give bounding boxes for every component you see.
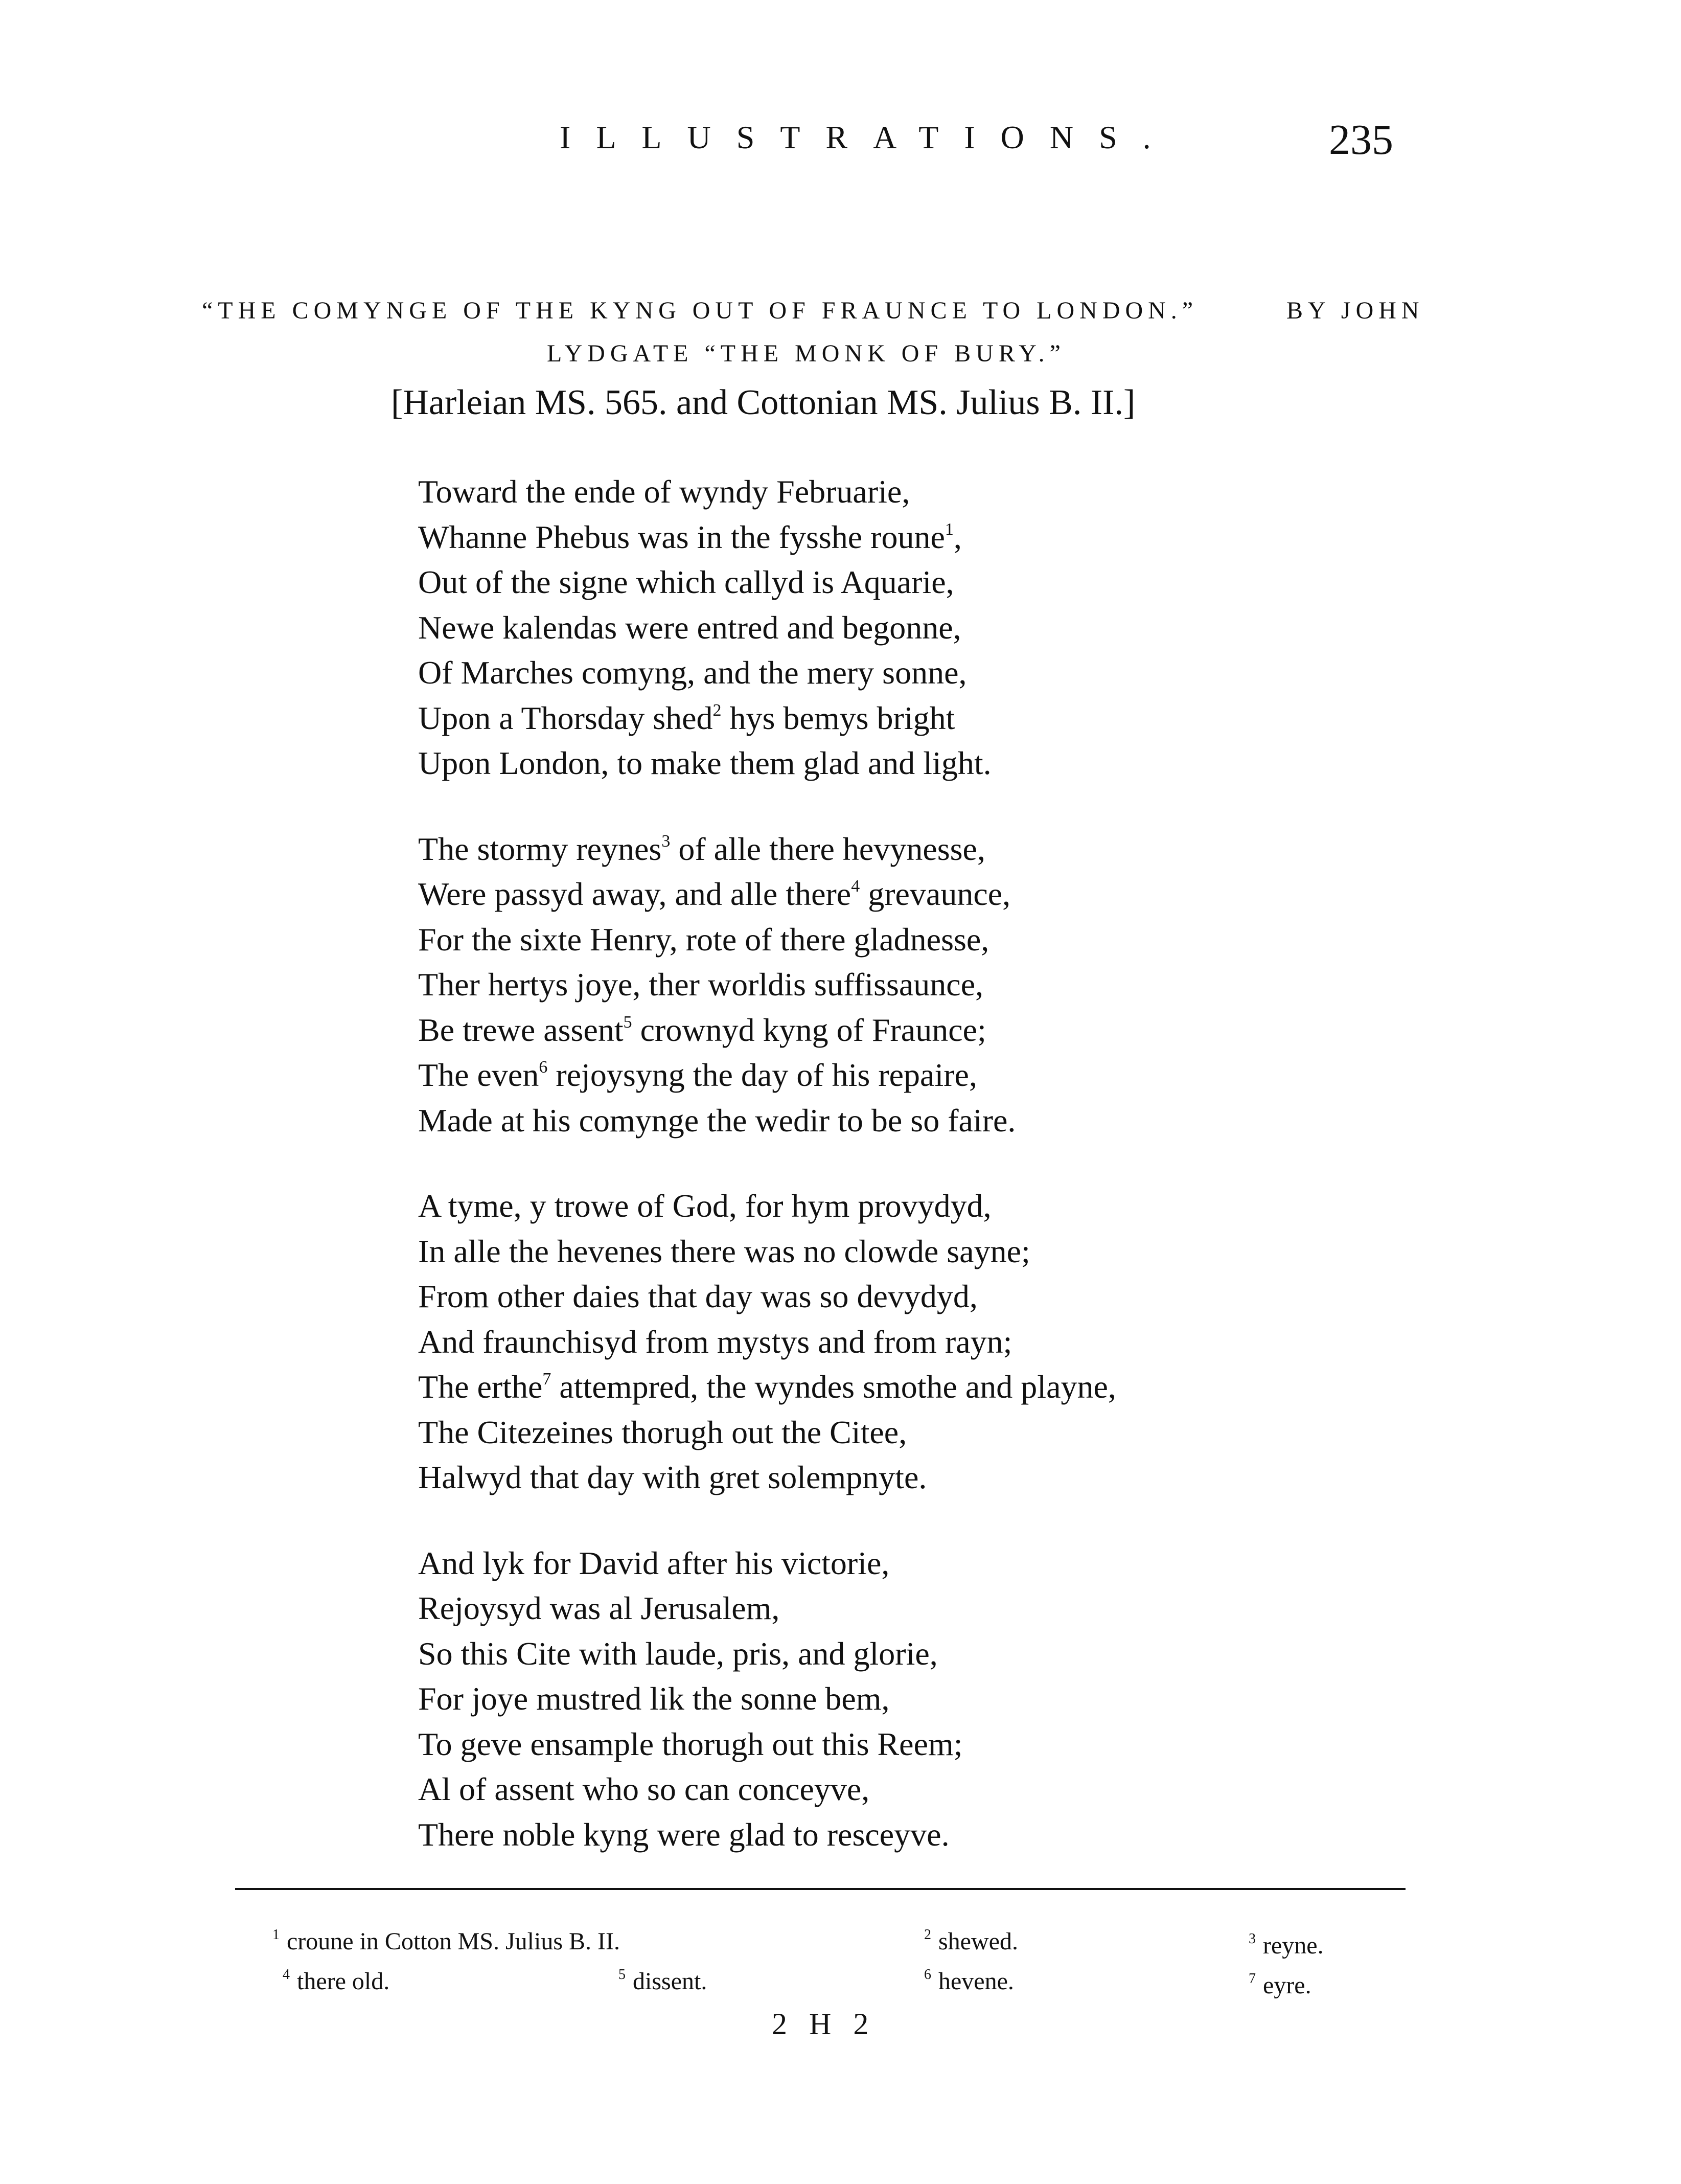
- poem-line-text: The erthe: [418, 1369, 543, 1405]
- poem-line-text: Rejoysyd was al Jerusalem,: [418, 1590, 780, 1626]
- stanza: [418, 1184, 1116, 1500]
- footnote-2: $^2$ shewed.: [924, 1927, 1018, 1955]
- footnote-marker: 2: [712, 700, 722, 720]
- footnote-marker: 7: [542, 1370, 551, 1389]
- footnote-3: $^3$ reyne.: [1249, 1931, 1324, 1959]
- poem-line-text: The Citezeines thorugh out the Citee,: [418, 1414, 907, 1450]
- poem-line: [418, 962, 1116, 1008]
- poem-line: [418, 1410, 1116, 1455]
- poem-line-text: There noble kyng were glad to resceyve.: [418, 1816, 950, 1853]
- poem-line-text: Of Marches comyng, and the mery sonne,: [418, 654, 967, 691]
- footnote-7: $^7$ eyre.: [1249, 1971, 1311, 1999]
- poem-line-text: rejoysyng the day of his repaire,: [547, 1057, 977, 1093]
- poem-line-text: So this Cite with laude, pris, and glorie,: [418, 1635, 938, 1672]
- poem-line: [418, 741, 1116, 786]
- poem-line: [418, 696, 1116, 741]
- poem-line: [418, 1586, 1116, 1631]
- poem-line: [418, 1631, 1116, 1677]
- poem-line: [418, 1364, 1116, 1410]
- poem-line-text: And lyk for David after his victorie,: [418, 1544, 890, 1581]
- poem-line-text: hys bemys bright: [721, 699, 955, 736]
- poem-line: [418, 1274, 1116, 1320]
- footnote-6: $^6$ hevene.: [924, 1967, 1014, 1995]
- footnote-4: $^4$ there old.: [283, 1967, 390, 1995]
- poem-line-text: To geve ensample thorugh out this Reem;: [418, 1725, 963, 1762]
- poem-line-text: Out of the signe which callyd is Aquarie,: [418, 564, 954, 600]
- poem-line-text: crownyd kyng of Fraunce;: [632, 1011, 986, 1048]
- poem-line-text: And fraunchisyd from mystys and from rayn;: [418, 1323, 1012, 1360]
- poem-line-text: For joye mustred lik the sonne bem,: [418, 1680, 890, 1717]
- poem-line-text: of alle there hevynesse,: [670, 830, 985, 867]
- stanza: [418, 469, 1116, 786]
- poem-line-text: For the sixte Henry, rote of there gladnesse,: [418, 921, 989, 958]
- running-head: ILLUSTRATIONS.: [560, 119, 1177, 155]
- poem-line-text: A tyme, y trowe of God, for hym provydyd,: [418, 1188, 992, 1224]
- title-line-2: LYDGATE “THE MONK OF BURY.”: [547, 340, 1066, 367]
- poem-line-text: Upon a Thorsday shed: [418, 699, 713, 736]
- signature-mark: 2 H 2: [772, 2007, 876, 2041]
- poem-line: [418, 1098, 1116, 1144]
- footnote-5: $^5$ dissent.: [618, 1967, 707, 1995]
- poem-line-text: Whanne Phebus was in the fysshe roune: [418, 518, 945, 555]
- title-line-1: “THE COMYNGE OF THE KYNG OUT OF FRAUNCE TO LONDON.”: [202, 297, 1199, 324]
- title-author: BY JOHN: [1286, 297, 1424, 324]
- poem-line: [418, 650, 1116, 696]
- footnote-marker: 1: [945, 519, 954, 539]
- stanza: [418, 1541, 1116, 1858]
- poem-line-text: attempred, the wyndes smothe and playne,: [551, 1369, 1116, 1405]
- poem-line: [418, 560, 1116, 605]
- footnote-marker: 5: [623, 1012, 632, 1032]
- poem-line: [418, 827, 1116, 872]
- poem-line: [418, 1184, 1116, 1229]
- poem-line-text: Made at his comynge the wedir to be so faire.: [418, 1102, 1016, 1139]
- footnote-1: $^1$ croune in Cotton MS. Julius B. II.: [272, 1927, 620, 1955]
- poem-line-text: ,: [953, 518, 962, 555]
- poem-line: [418, 1008, 1116, 1053]
- poem-line: [418, 1767, 1116, 1812]
- poem-line-text: Al of assent who so can conceyve,: [418, 1771, 870, 1807]
- poem-line: [418, 1229, 1116, 1275]
- poem-line: [418, 1455, 1116, 1500]
- poem-line: [418, 1812, 1116, 1858]
- poem-line-text: The even: [418, 1057, 539, 1093]
- poem-line: [418, 872, 1116, 917]
- poem-line-text: Be trewe assent: [418, 1011, 624, 1048]
- poem-line: [418, 1541, 1116, 1586]
- poem: [418, 469, 1116, 1898]
- poem-line: [418, 1676, 1116, 1722]
- poem-line-text: Were passyd away, and alle there: [418, 876, 851, 912]
- poem-line-text: The stormy reynes: [418, 830, 662, 867]
- poem-line-text: Ther hertys joye, ther worldis suffissaunce,: [418, 966, 984, 1003]
- poem-line: [418, 515, 1116, 560]
- footnote-marker: 6: [539, 1058, 548, 1077]
- poem-line-text: In alle the hevenes there was no clowde sayne;: [418, 1233, 1030, 1269]
- footnote-marker: 4: [851, 877, 860, 896]
- poem-line: [418, 1722, 1116, 1767]
- poem-line-text: Halwyd that day with gret solempnyte.: [418, 1459, 927, 1495]
- poem-line: [418, 1320, 1116, 1365]
- poem-line-text: From other daies that day was so devydyd,: [418, 1278, 978, 1314]
- poem-line: [418, 917, 1116, 963]
- page-number: 235: [1329, 116, 1393, 164]
- poem-line: [418, 605, 1116, 651]
- poem-line: [418, 1053, 1116, 1098]
- footnote-marker: 3: [661, 831, 671, 851]
- footnote-rule: [235, 1888, 1406, 1890]
- poem-line-text: Upon London, to make them glad and light.: [418, 745, 992, 781]
- poem-line-text: Toward the ende of wyndy Februarie,: [418, 473, 910, 510]
- poem-line-text: grevaunce,: [860, 876, 1011, 912]
- poem-line: [418, 469, 1116, 515]
- source-citation: [Harleian MS. 565. and Cottonian MS. Julius B. II.]: [391, 383, 1136, 422]
- poem-line-text: Newe kalendas were entred and begonne,: [418, 609, 961, 646]
- stanza: [418, 827, 1116, 1144]
